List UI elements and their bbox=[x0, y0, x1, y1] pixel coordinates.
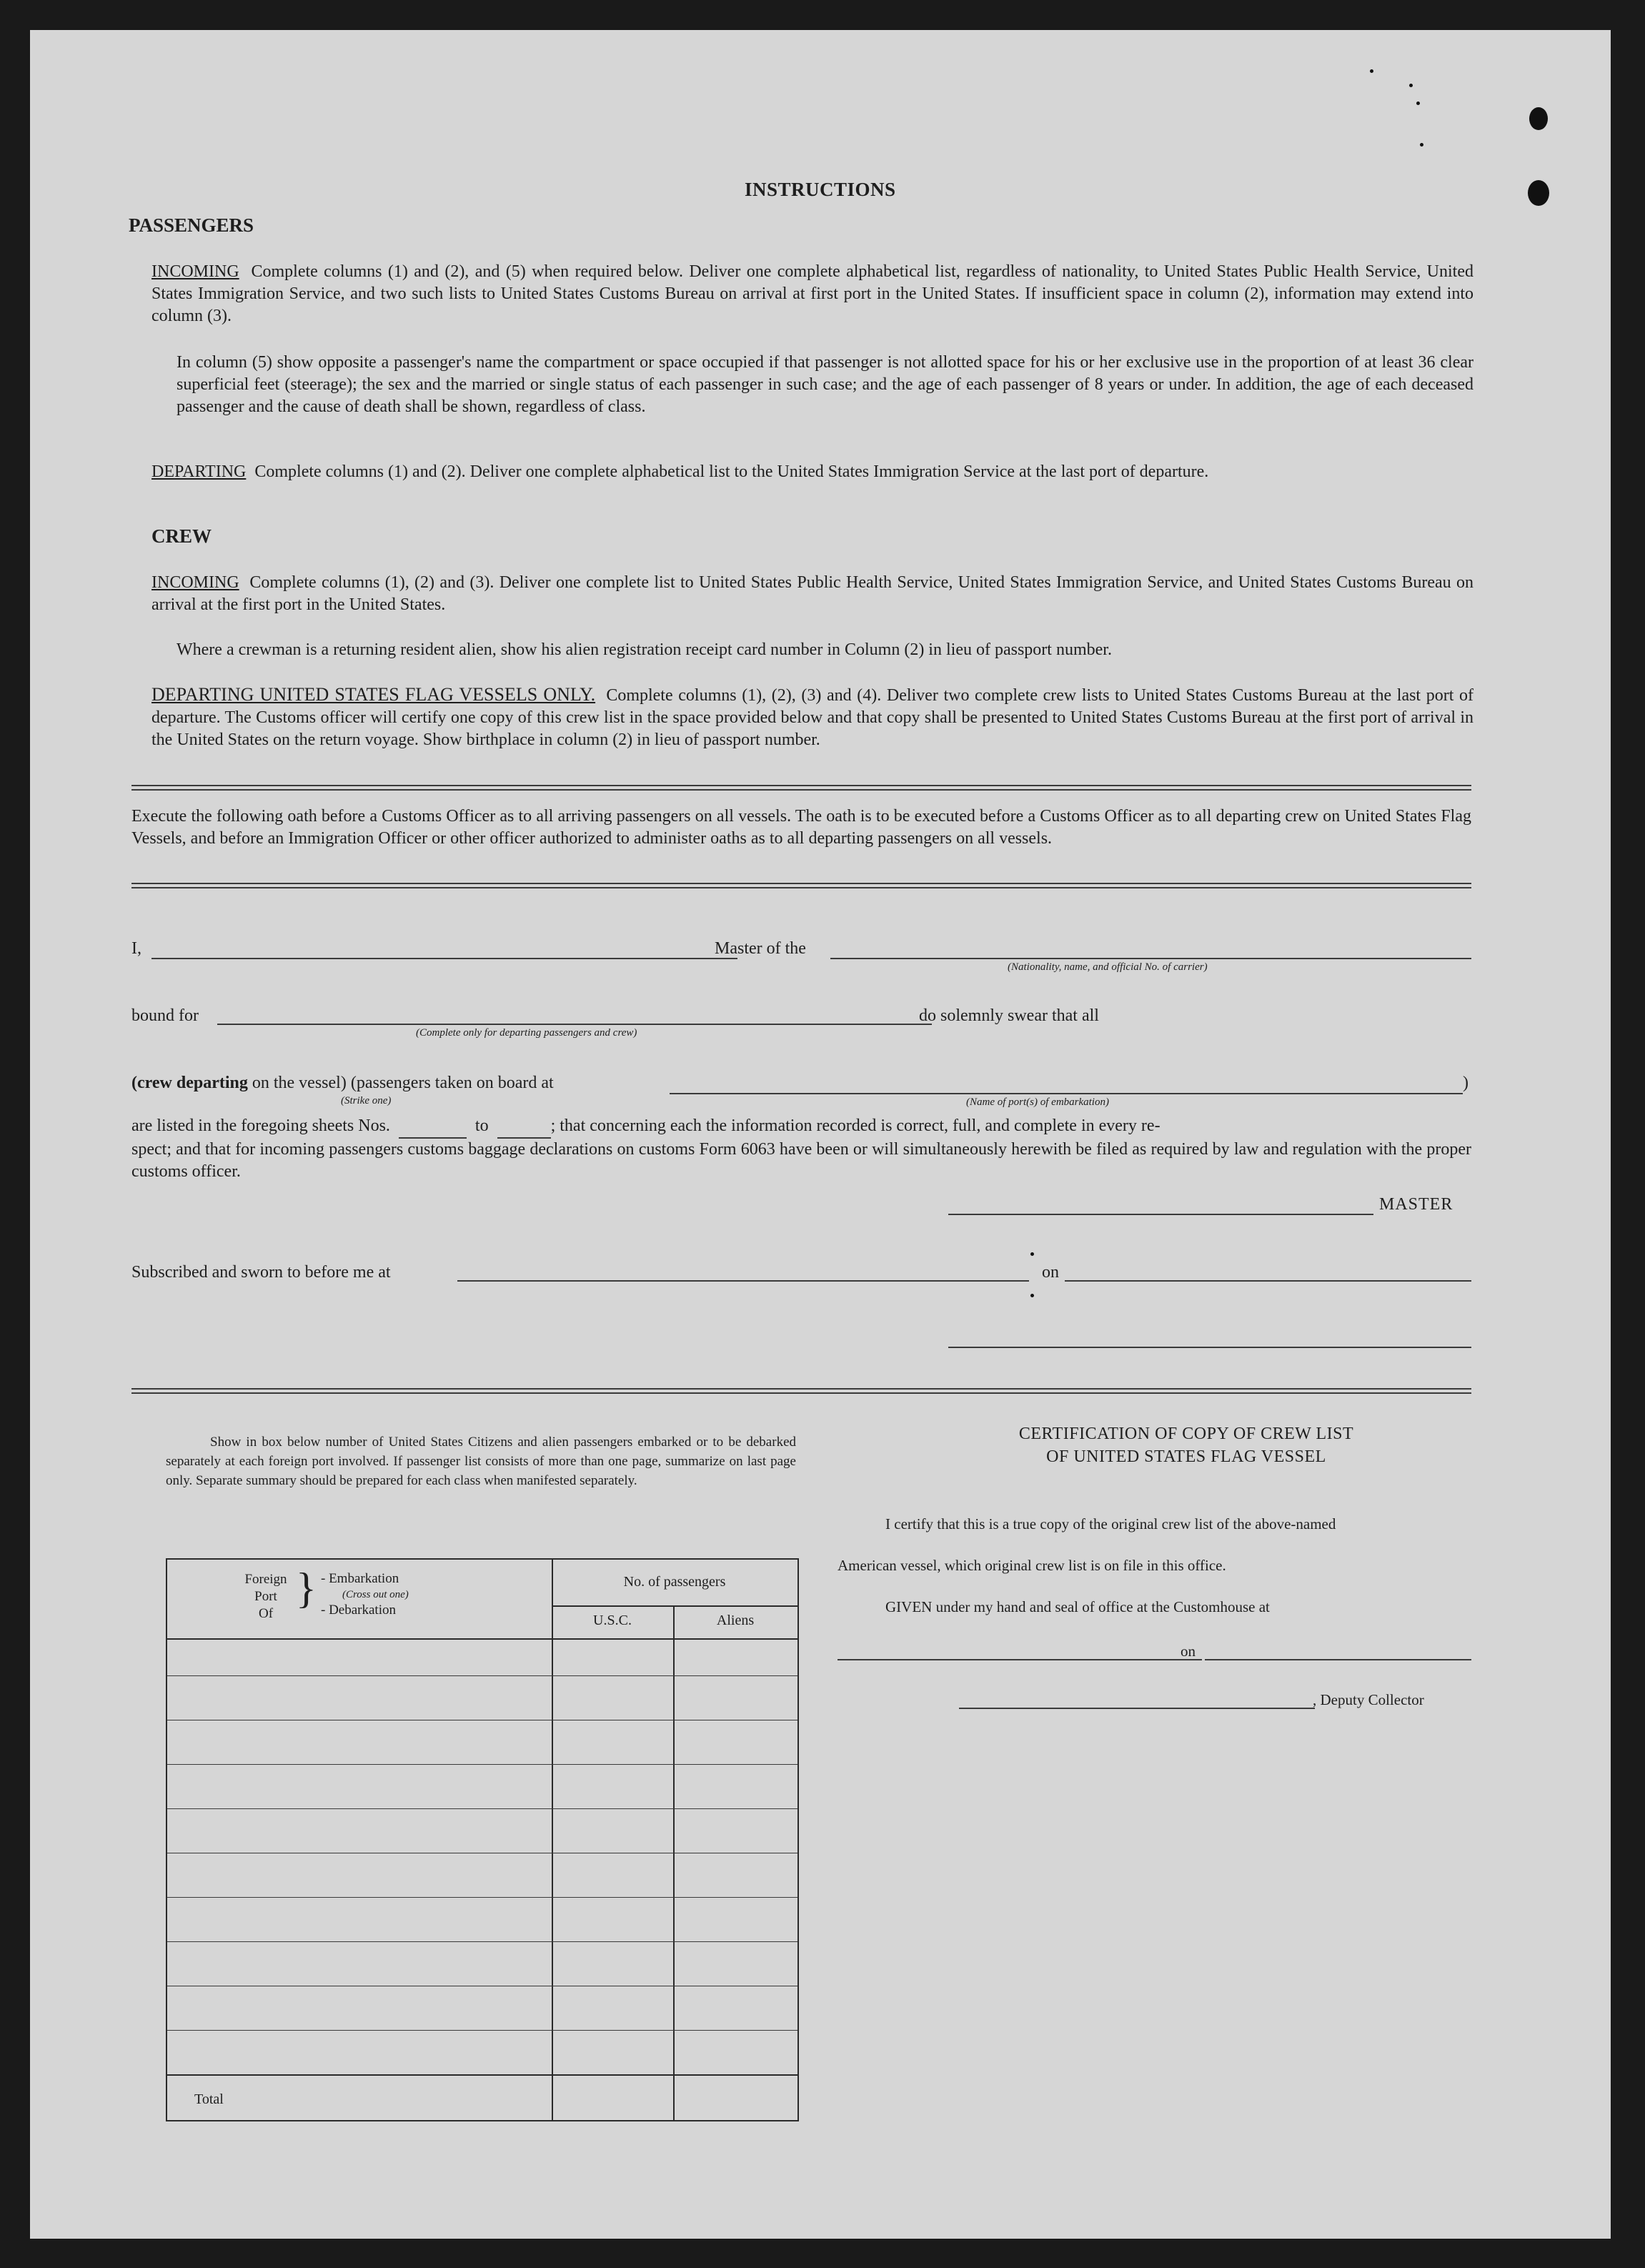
embarkation-option[interactable]: - Embarkation bbox=[321, 1571, 399, 1586]
crew-departing-label: DEPARTING UNITED STATES FLAG VESSELS ONLY. bbox=[151, 684, 596, 705]
crew-departing-text: Complete columns (1), (2), (3) and (4). Deliver two complete crew lists to United States Customs Bureau at the last port of departure. The Customs officer will certify one copy of this crew list in the space provided below and that copy shall be presented to United States Customs Bureau at the first port of arrival in the United States on the return voyage. Show birthplace in column (2) in lieu of passport number. bbox=[151, 686, 1473, 749]
crew-incoming-label: INCOMING bbox=[151, 573, 239, 592]
debarkation-option[interactable]: - Debarkation bbox=[321, 1603, 396, 1618]
listed-text-b: ; that concerning each the information recorded is correct, full, and complete in every re- bbox=[550, 1116, 1161, 1135]
passenger-summary-table bbox=[166, 1558, 799, 2121]
carrier-hint: (Nationality, name, and official No. of carrier) bbox=[1008, 961, 1208, 973]
punch-hole bbox=[1528, 180, 1549, 206]
listed-to: to bbox=[474, 1116, 489, 1135]
embarkation-port-field[interactable] bbox=[670, 1093, 1463, 1094]
deputy-collector-label: , Deputy Collector bbox=[1313, 1691, 1424, 1708]
cross-out-hint: (Cross out one) bbox=[342, 1589, 409, 1600]
passengers-heading: PASSENGERS bbox=[129, 214, 254, 236]
sheet-from-field[interactable] bbox=[399, 1115, 467, 1139]
total-label: Total bbox=[194, 2091, 224, 2107]
brace-glyph: } bbox=[296, 1565, 317, 1612]
summary-instruction: Show in box below number of United States Citizens and alien passengers embarked or to be debarked separately at each foreign port involved. If passenger list consists of more than one page, summarize on last page only. Separate summary should be prepared for each class when manifested separately. bbox=[166, 1435, 796, 1488]
master-name-field[interactable] bbox=[151, 958, 737, 959]
passengers-departing-paragraph bbox=[151, 461, 1473, 483]
crew-departing-option[interactable]: (crew departing bbox=[131, 1074, 248, 1092]
table-row[interactable] bbox=[167, 2030, 797, 2031]
punch-hole bbox=[1529, 107, 1548, 130]
swear-text: do solemnly swear that all bbox=[919, 1006, 1099, 1025]
oath-instruction: Execute the following oath before a Customs Officer as to all arriving passengers on all vessels. The oath is to be executed before a Customs Officer as to all departing crew on United States Flag Vessels, and before an Immigration Officer or other officer authorized to administer oaths as to all departing passengers on all vessels. bbox=[131, 807, 1471, 848]
scan-speck bbox=[1420, 143, 1423, 147]
sworn-place-field[interactable] bbox=[457, 1280, 1029, 1282]
certification-line1: I certify that this is a true copy of the original crew list of the above-named bbox=[885, 1515, 1336, 1532]
aliens-header: Aliens bbox=[716, 1613, 755, 1628]
strike-one-hint: (Strike one) bbox=[341, 1095, 392, 1106]
passengers-incoming-paragraph bbox=[151, 261, 1473, 327]
carrier-field[interactable] bbox=[830, 958, 1471, 959]
table-row[interactable] bbox=[167, 1897, 797, 1898]
master-of-the-label: Master of the bbox=[715, 939, 806, 958]
passengers-departing-label: DEPARTING bbox=[151, 462, 247, 481]
officer-signature-field[interactable] bbox=[948, 1347, 1471, 1348]
certification-title-line1: CERTIFICATION OF COPY OF CREW LIST bbox=[1018, 1425, 1354, 1443]
crew-passengers-line bbox=[131, 1074, 554, 1093]
table-row[interactable] bbox=[167, 1764, 797, 1765]
form-sheet bbox=[30, 30, 1611, 2239]
sheet-to-field[interactable] bbox=[497, 1115, 551, 1139]
table-row[interactable] bbox=[167, 1941, 797, 1942]
scan-speck bbox=[1030, 1294, 1034, 1297]
table-row[interactable] bbox=[167, 1638, 797, 1640]
certification-date-field[interactable] bbox=[1205, 1659, 1471, 1660]
close-paren: ) bbox=[1463, 1074, 1468, 1092]
divider-double bbox=[131, 1388, 1471, 1394]
foreign-port-of-label: Foreign Port Of bbox=[244, 1572, 287, 1621]
passengers-departing-text: Complete columns (1) and (2). Deliver one complete alphabetical list to the United States Immigration Service at the last port of departure. bbox=[254, 462, 1209, 481]
master-signature-field[interactable] bbox=[948, 1214, 1373, 1215]
bound-for-field[interactable] bbox=[217, 1024, 932, 1025]
no-of-passengers-header: No. of passengers bbox=[623, 1574, 726, 1590]
divider-double bbox=[131, 883, 1471, 888]
listed-text-a: are listed in the foregoing sheets Nos. bbox=[131, 1116, 390, 1135]
table-row[interactable] bbox=[167, 1808, 797, 1809]
certification-line3: GIVEN under my hand and seal of office at the Customhouse at bbox=[885, 1598, 1270, 1615]
passengers-column5-paragraph: In column (5) show opposite a passenger's name the compartment or space occupied if that passenger is not allotted space for his or her exclusive use in the proportion of at least 36 clear superficial feet (steerage); the sex and the married or single status of each passenger in such case; and the age of each passenger of 8 years or under. In addition, the age of each deceased passenger and the cause of death shall be shown, regardless of class. bbox=[177, 353, 1473, 416]
scan-speck bbox=[1030, 1252, 1034, 1256]
customhouse-field[interactable] bbox=[838, 1659, 1202, 1660]
total-row[interactable] bbox=[167, 2074, 797, 2076]
table-row[interactable] bbox=[167, 1675, 797, 1676]
port-hint: (Name of port(s) of embarkation) bbox=[966, 1096, 1109, 1108]
crew-heading: CREW bbox=[151, 525, 212, 547]
page-title: INSTRUCTIONS bbox=[745, 179, 896, 200]
crew-incoming-text: Complete columns (1), (2) and (3). Deliver one complete list to United States Public Health Service, United States Immigration Service, and United States Customs Bureau on arrival at the first port in the United States. bbox=[151, 573, 1474, 614]
divider-double bbox=[131, 785, 1471, 791]
on-the-vessel-text: on the vessel) bbox=[252, 1074, 347, 1092]
deputy-signature-field[interactable] bbox=[959, 1708, 1315, 1709]
bound-for-label: bound for bbox=[131, 1006, 199, 1025]
certification-title-line2: OF UNITED STATES FLAG VESSEL bbox=[1046, 1447, 1326, 1466]
usc-header: U.S.C. bbox=[593, 1613, 632, 1628]
master-label: MASTER bbox=[1379, 1195, 1453, 1214]
scan-speck bbox=[1409, 84, 1413, 87]
certification-line2: American vessel, which original crew list is on file in this office. bbox=[838, 1557, 1226, 1574]
scan-speck bbox=[1370, 69, 1373, 73]
subscribed-label: Subscribed and sworn to before me at bbox=[131, 1263, 391, 1282]
passengers-incoming-label: INCOMING bbox=[151, 262, 239, 281]
certification-title bbox=[865, 1422, 1508, 1468]
crew-departing-paragraph bbox=[151, 683, 1473, 751]
embark-debark-options[interactable] bbox=[321, 1571, 409, 1618]
passengers-incoming-text: Complete columns (1) and (2), and (5) when required below. Deliver one complete alphabetical list, regardless of nationality, to United States Public Health Service, United States Immigration Service, and two such lists to United States Customs Bureau on arrival at first port in the United States. If insufficient space in column (2), information may extend into column (3). bbox=[151, 262, 1474, 325]
listed-sheets-paragraph bbox=[131, 1115, 1471, 1183]
oath-i-label: I, bbox=[131, 939, 141, 958]
certification-on-label: on bbox=[1181, 1643, 1196, 1660]
scan-speck bbox=[1416, 101, 1420, 105]
sworn-date-field[interactable] bbox=[1065, 1280, 1471, 1282]
bound-for-hint: (Complete only for departing passengers and crew) bbox=[416, 1027, 637, 1039]
passengers-taken-option[interactable]: (passengers taken on board at bbox=[350, 1074, 554, 1092]
crew-resident-paragraph: Where a crewman is a returning resident alien, show his alien registration receipt card number in Column (2) in lieu of passport number. bbox=[177, 640, 1112, 659]
sworn-on-label: on bbox=[1042, 1263, 1059, 1282]
listed-text-c: spect; and that for incoming passengers customs baggage declarations on customs Form 6063 have been or will simultaneously herewith be filed as required by law and regulation with the proper customs officer. bbox=[131, 1140, 1471, 1181]
crew-incoming-paragraph bbox=[151, 572, 1473, 616]
